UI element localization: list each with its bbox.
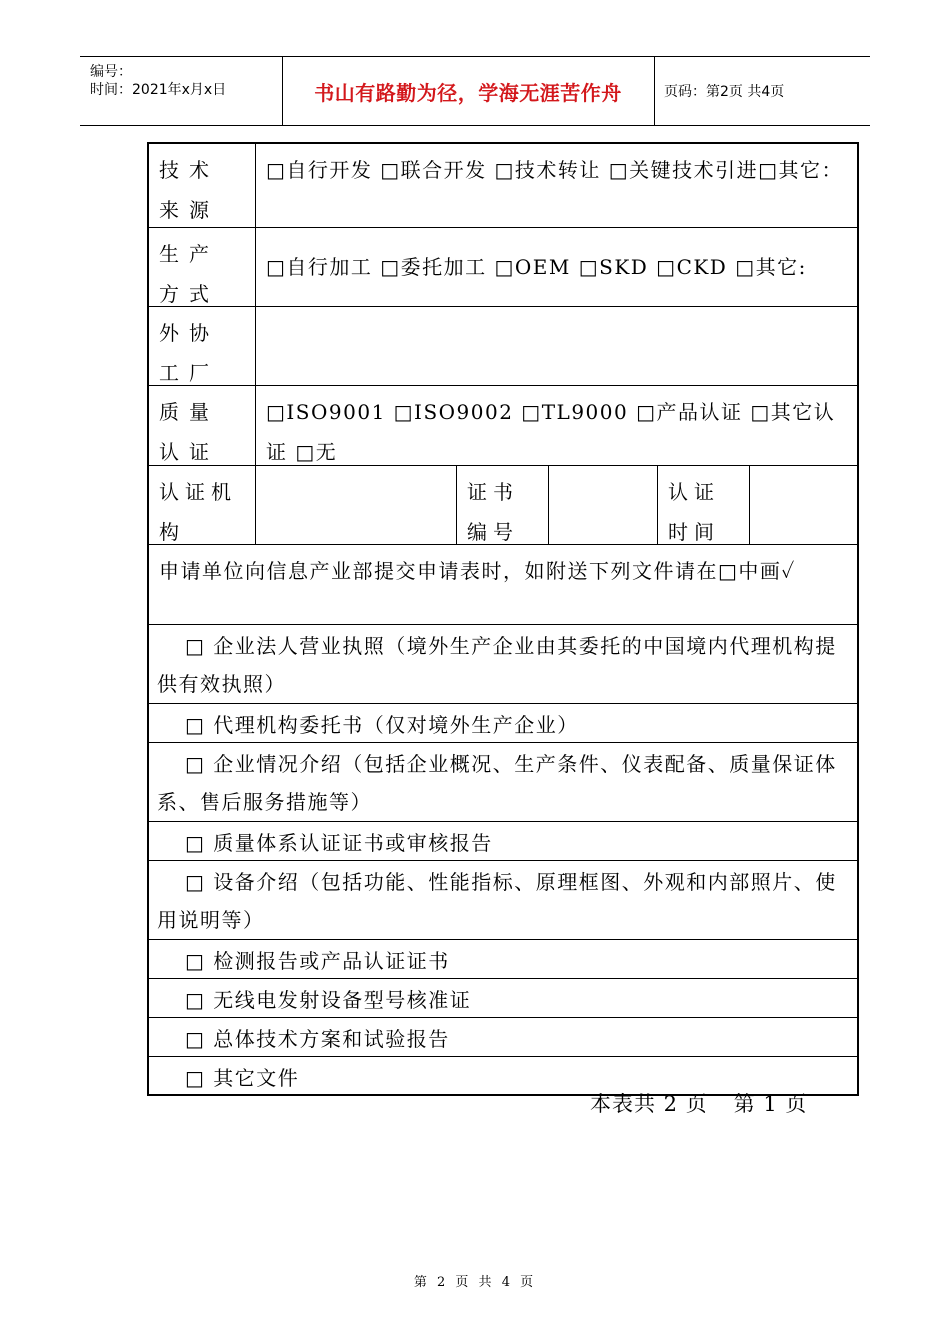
cert-org-field[interactable] <box>256 466 457 544</box>
document-item-label: □ 设备介绍（包括功能、性能指标、原理框图、外观和内部照片、使用说明等） <box>157 870 837 932</box>
header-motto: 书山有路勤为径，学海无涯苦作舟 <box>282 57 655 125</box>
cert-time-field[interactable] <box>750 466 857 544</box>
quality-cert-options[interactable]: □ISO9001 □ISO9002 □TL9000 □产品认证 □其它认证 □无 <box>266 400 836 464</box>
document-item-label: □ 无线电发射设备型号核准证 <box>185 988 472 1012</box>
time-label: 时间：2021年x月x日 <box>90 82 227 98</box>
quality-cert-row <box>149 386 857 466</box>
cert-org-label: 认证机构 <box>149 466 256 544</box>
quality-cert-label: 质量认证 <box>149 386 256 465</box>
page-footer: 第 2 页 共 4 页 <box>413 1275 537 1290</box>
document-item-label: □ 代理机构委托书（仅对境外生产企业） <box>185 713 579 737</box>
partner-factory-label: 外协工厂 <box>149 307 256 385</box>
production-mode-options[interactable]: □自行加工 □委托加工 □OEM □SKD □CKD □其它: <box>266 255 807 279</box>
document-item[interactable] <box>149 704 857 743</box>
document-item[interactable] <box>149 625 857 704</box>
header-page-info: 页码：第2页 共4页 <box>664 84 785 100</box>
document-item-label: □ 质量体系认证证书或审核报告 <box>185 831 493 855</box>
cert-number-label: 证书编号 <box>457 466 549 544</box>
tech-source-label: 技术来源 <box>149 144 256 227</box>
header-meta <box>80 57 283 125</box>
document-item[interactable] <box>149 1018 857 1057</box>
instruction-text: 申请单位向信息产业部提交申请表时，如附送下列文件请在□中画✓ <box>159 559 796 583</box>
document-item-label: □ 企业法人营业执照（境外生产企业由其委托的中国境内代理机构提供有效执照） <box>157 634 837 696</box>
partner-factory-field[interactable] <box>256 307 857 385</box>
document-item[interactable] <box>149 979 857 1018</box>
document-item-label: □ 企业情况介绍（包括企业概况、生产条件、仪表配备、质量保证体系、售后服务措施等） <box>157 752 837 814</box>
cert-time-label: 认证时间 <box>658 466 750 544</box>
serial-number-label: 编号： <box>90 64 132 80</box>
table-total-pages: 本表共 2 页 <box>590 1092 708 1116</box>
tech-source-row <box>149 144 857 228</box>
cert-detail-row <box>149 466 857 545</box>
document-item[interactable] <box>149 822 857 861</box>
table-page-footer <box>590 1088 833 1118</box>
application-form-table <box>147 142 859 1096</box>
document-header <box>80 56 870 126</box>
document-item[interactable] <box>149 743 857 822</box>
cert-number-field[interactable] <box>549 466 658 544</box>
document-item[interactable] <box>149 940 857 979</box>
document-item[interactable] <box>149 861 857 940</box>
production-mode-row <box>149 228 857 307</box>
document-item-label: □ 检测报告或产品认证证书 <box>185 949 450 973</box>
instruction-row <box>149 545 857 625</box>
production-mode-label: 生产方式 <box>149 228 256 306</box>
table-current-page: 第 1 页 <box>733 1092 808 1116</box>
document-item-label: □ 总体技术方案和试验报告 <box>185 1027 450 1051</box>
document-item-label: □ 其它文件 <box>185 1066 300 1090</box>
partner-factory-row <box>149 307 857 386</box>
tech-source-options[interactable]: □自行开发 □联合开发 □技术转让 □关键技术引进□其它： <box>266 158 844 182</box>
